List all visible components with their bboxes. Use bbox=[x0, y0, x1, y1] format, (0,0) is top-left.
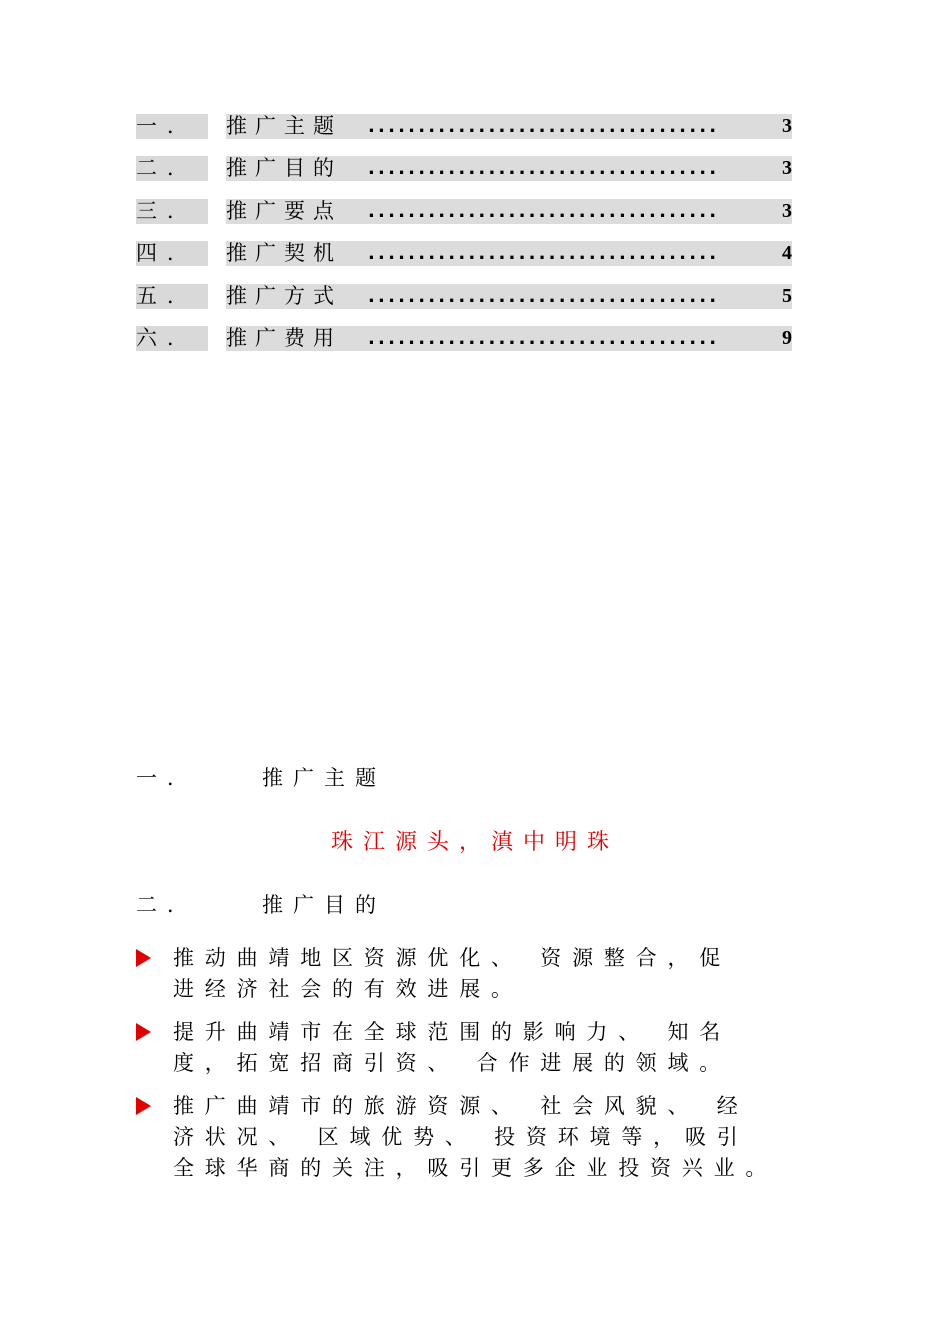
toc-leader: ................................... bbox=[368, 285, 720, 307]
toc-leader: ................................... bbox=[368, 327, 720, 349]
section-title: 推广目的 bbox=[262, 893, 386, 917]
toc-leader: ................................... bbox=[368, 116, 720, 137]
toc-title: 推广要点 bbox=[226, 198, 342, 223]
toc-title: 推广契机 bbox=[226, 241, 342, 266]
toc-leader: ................................... bbox=[368, 158, 720, 180]
toc-row[interactable] bbox=[136, 241, 792, 266]
toc-page-number: 3 bbox=[782, 115, 792, 137]
toc-leader: ................................... bbox=[368, 243, 720, 265]
toc-number: 六． bbox=[136, 326, 208, 351]
bullet-text-line: 全球华商的关注，吸引更多企业投资兴业。 bbox=[173, 1156, 778, 1180]
toc-number: 三． bbox=[136, 199, 208, 224]
toc-number: 二． bbox=[136, 156, 208, 181]
table-of-contents bbox=[136, 114, 792, 368]
bullet-item bbox=[136, 943, 836, 1005]
bullet-text-line: 推广曲靖市的旅游资源、 社会风貌、 经 bbox=[173, 1094, 749, 1118]
toc-title: 推广目的 bbox=[226, 156, 342, 181]
toc-number: 四． bbox=[136, 241, 208, 266]
toc-number: 五． bbox=[136, 284, 208, 309]
toc-gap bbox=[208, 156, 226, 181]
toc-page-number: 9 bbox=[782, 326, 792, 349]
section-number: 一． bbox=[136, 766, 198, 790]
toc-gap bbox=[208, 284, 226, 309]
toc-page-number: 5 bbox=[782, 284, 792, 307]
toc-row[interactable] bbox=[136, 284, 792, 309]
toc-gap bbox=[208, 114, 226, 139]
toc-number: 一． bbox=[136, 114, 208, 139]
toc-row[interactable] bbox=[136, 199, 792, 224]
bullet-item bbox=[136, 1017, 836, 1079]
bullet-text-line: 推动曲靖地区资源优化、 资源整合，促 bbox=[173, 946, 732, 970]
toc-page-number: 4 bbox=[782, 242, 792, 265]
toc-title: 推广费用 bbox=[226, 325, 342, 350]
bullet-text-line: 提升曲靖市在全球范围的影响力、 知名 bbox=[173, 1020, 732, 1044]
toc-gap bbox=[208, 326, 226, 351]
toc-page-number: 3 bbox=[782, 157, 792, 180]
toc-gap bbox=[208, 199, 226, 224]
triangle-bullet-icon bbox=[136, 949, 151, 967]
toc-page-number: 3 bbox=[782, 199, 792, 222]
bullet-text-line: 进经济社会的有效进展。 bbox=[173, 977, 523, 1001]
toc-row[interactable] bbox=[136, 114, 792, 139]
bullet-list bbox=[136, 943, 836, 1196]
bullet-text-line: 度，拓宽招商引资、 合作进展的领域。 bbox=[173, 1051, 732, 1075]
toc-row[interactable] bbox=[136, 326, 792, 351]
bullet-text-line: 济状况、 区域优势、 投资环境等，吸引 bbox=[173, 1125, 749, 1149]
slogan: 珠江源头，滇中明珠 bbox=[330, 830, 619, 855]
section-title: 推广主题 bbox=[262, 766, 386, 790]
toc-row[interactable] bbox=[136, 156, 792, 181]
toc-title: 推广方式 bbox=[226, 283, 342, 308]
triangle-bullet-icon bbox=[136, 1097, 151, 1115]
bullet-item bbox=[136, 1091, 836, 1184]
toc-leader: ................................... bbox=[368, 200, 720, 222]
triangle-bullet-icon bbox=[136, 1023, 151, 1041]
toc-title: 推广主题 bbox=[226, 114, 342, 138]
section-number: 二． bbox=[136, 893, 198, 917]
toc-gap bbox=[208, 241, 226, 266]
